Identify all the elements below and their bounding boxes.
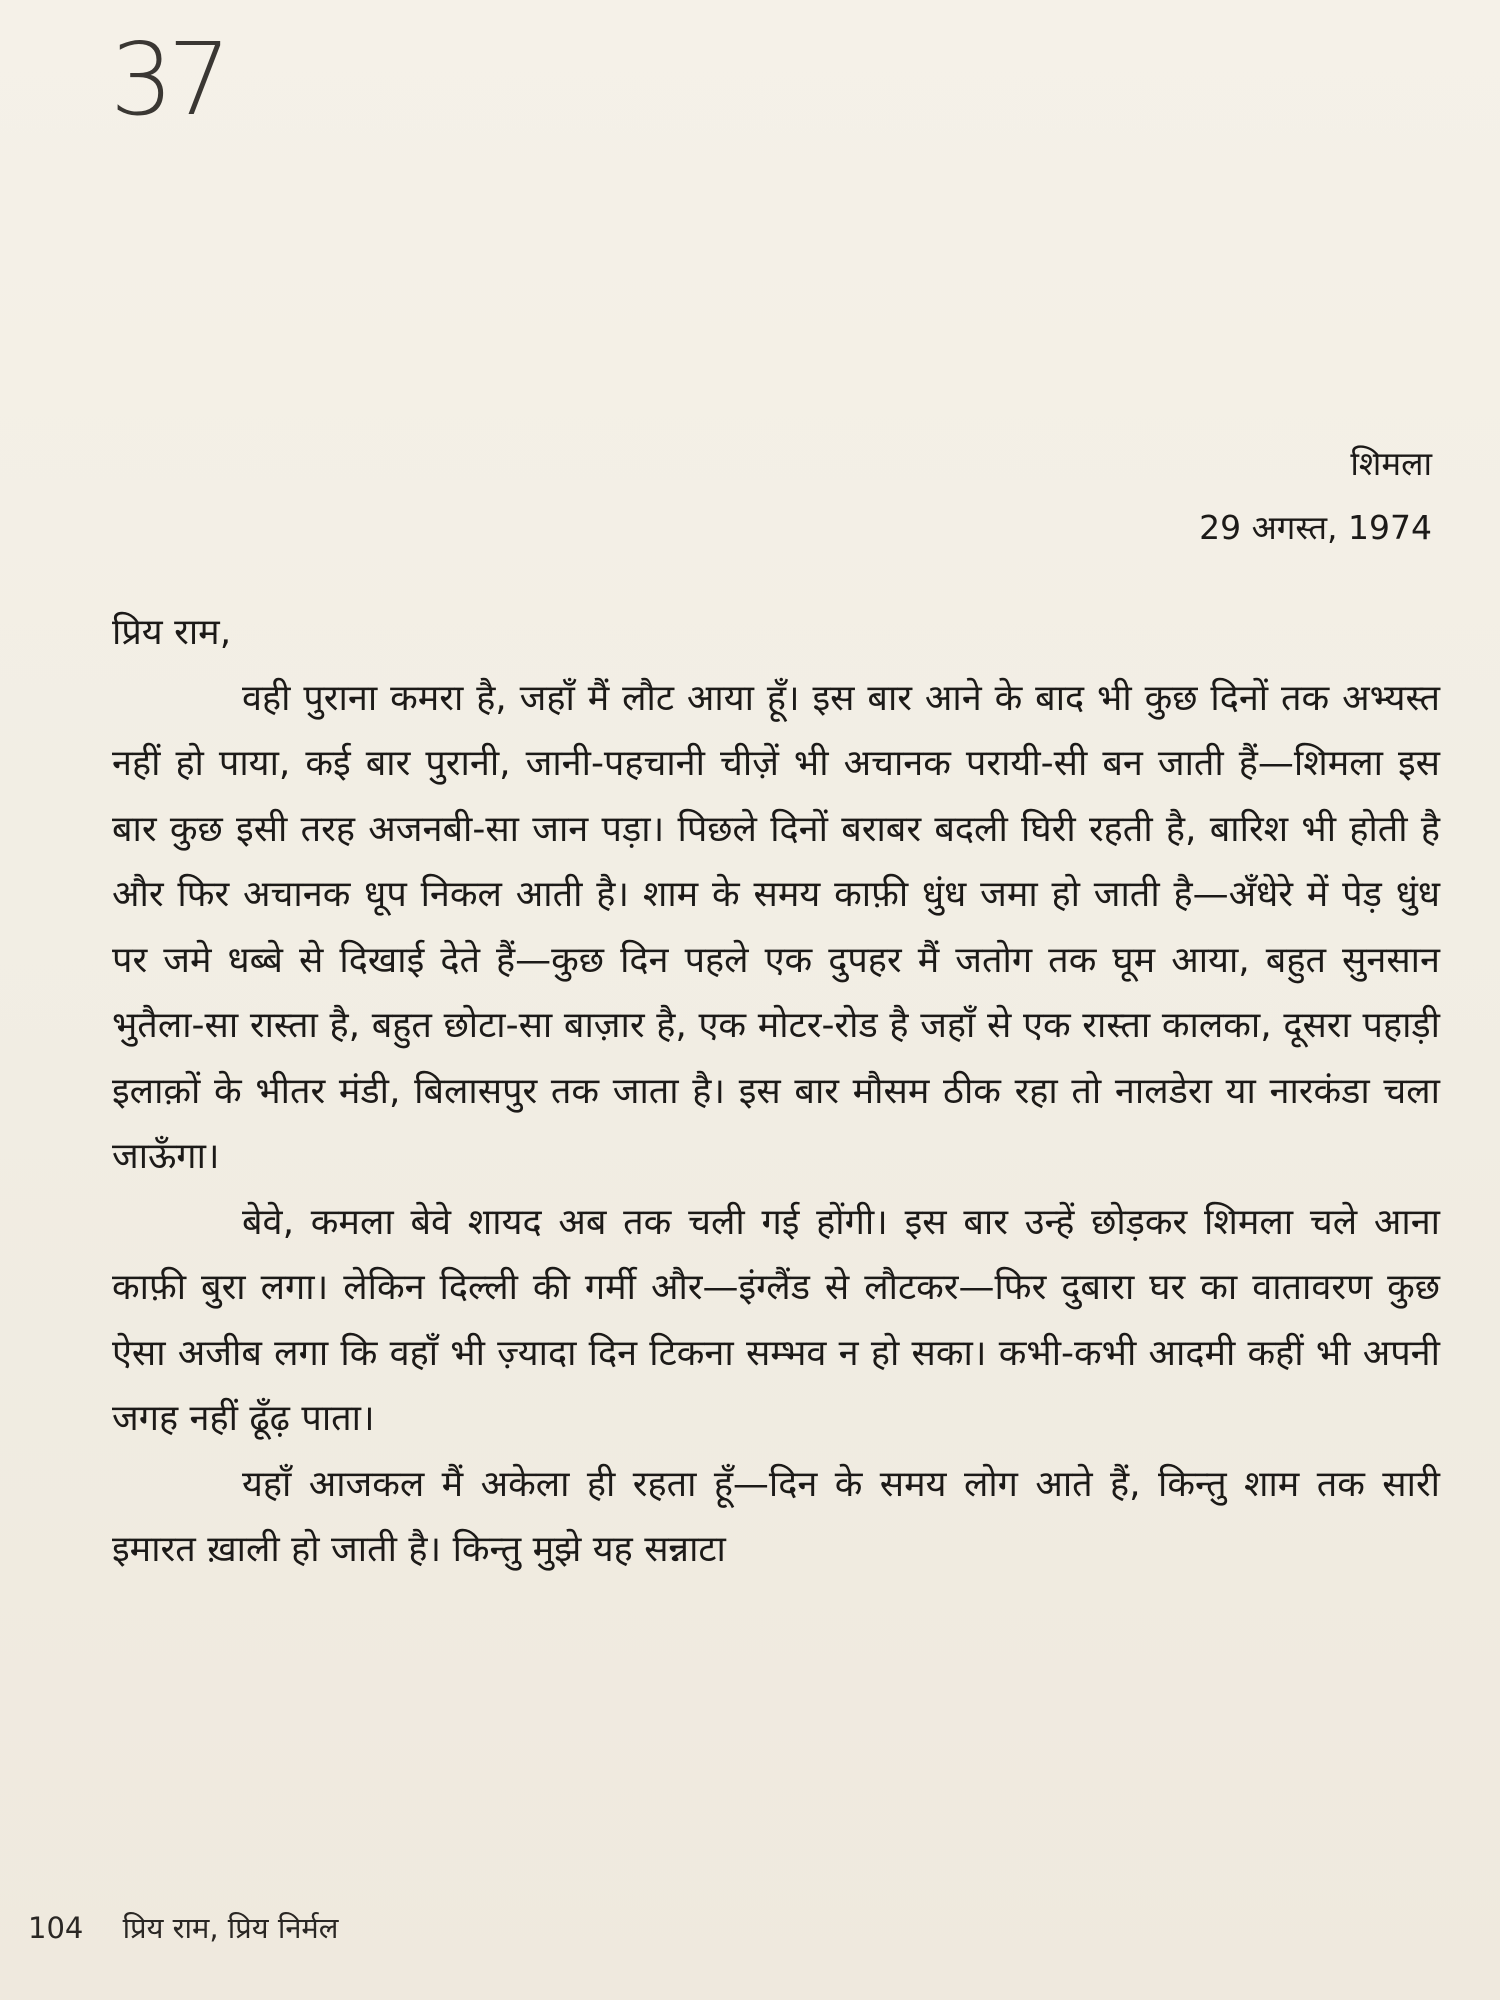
paragraph: वही पुराना कमरा है, जहाँ मैं लौट आया हूँ। इस बार आने के बाद भी कुछ दिनों तक अभ्यस्त नहीं हो पाया, कई बार पुरानी, जानी-पहचानी चीज़ें भी अचानक परायी-सी बन जाती हैं—शिमला इस बार कुछ इसी तरह अजनबी-सा जान पड़ा। पिछले दिनों बराबर बदली घिरी रहती है, बारिश भी होती है और फिर अचानक धूप निकल आती है। शाम के समय काफ़ी धुंध जमा हो जाती है—अँधेरे में पेड़ धुंध पर जमे धब्बे से दिखाई देते हैं—कुछ दिन पहले एक दुपहर मैं जतोग तक घूम आया, बहुत सुनसान भुतैला-सा रास्ता है, बहुत छोटा-सा बाज़ार है, एक मोटर-रोड है जहाँ से एक रास्ता कालका, दूसरा पहाड़ी इलाक़ों के भीतर मंडी, बिलासपुर तक जाता है। इस बार मौसम ठीक रहा तो नालडेरा या नारकंडा चला जाऊँगा। [112,677,1440,1177]
salutation: प्रिय राम, [112,612,232,653]
paragraph: बेवे, कमला बेवे शायद अब तक चली गई होंगी। इस बार उन्हें छोड़कर शिमला चले आना काफ़ी बुरा लगा। लेकिन दिल्ली की गर्मी और—इंग्लैंड से लौटकर—फिर दुबारा घर का वातावरण कुछ ऐसा अजीब लगा कि वहाँ भी ज़्यादा दिन टिकना सम्भव न हो सका। कभी-कभी आदमी कहीं भी अपनी जगह नहीं ढूँढ़ पाता। [112,1201,1440,1439]
letter-heading [1199,432,1432,560]
letter-date: 29 अगस्त, 1974 [1199,508,1432,547]
letter-body [112,600,1440,1583]
running-title: प्रिय राम, प्रिय निर्मल [122,1911,339,1945]
paragraph: यहाँ आजकल मैं अकेला ही रहता हूँ—दिन के समय लोग आते हैं, किन्तु शाम तक सारी इमारत ख़ाली हो जाती है। किन्तु मुझे यह सन्नाटा [112,1463,1440,1570]
page-number: 104 [28,1911,84,1945]
page-footer [28,1908,338,1947]
chapter-number: 37 [110,21,226,138]
letter-place: शिमला [1350,444,1432,483]
